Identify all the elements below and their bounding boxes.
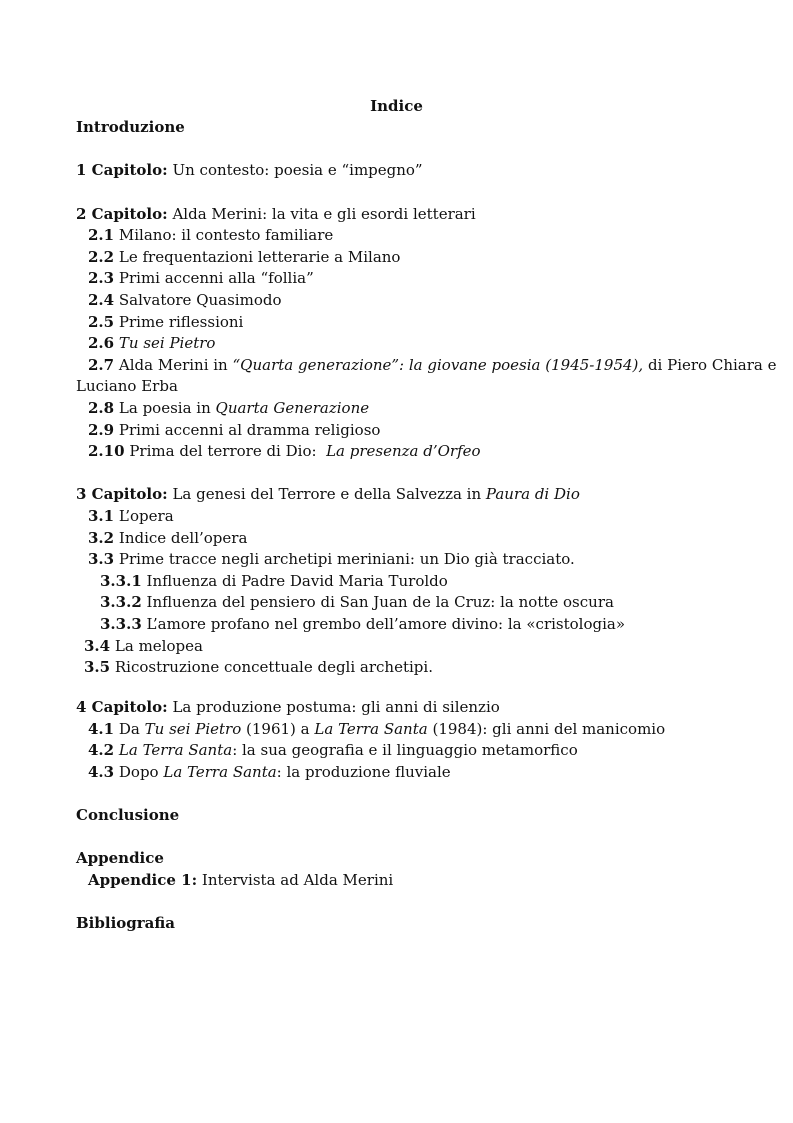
section-title-italic: Quarta Generazione (215, 399, 370, 417)
section-number: 2.10 (88, 442, 125, 460)
chapter-2 (76, 204, 716, 226)
section-title-mid: (1961) a (246, 720, 310, 738)
chapter-number: 4 Capitolo: (76, 698, 168, 716)
section-4-3 (88, 762, 728, 784)
section-title-end: di Piero Chiara e (647, 356, 777, 374)
section-title: Prima del terrore di Dio: (129, 442, 317, 460)
section-title: Alda Merini in (118, 356, 228, 374)
section-title-continued: Luciano Erba (76, 377, 178, 395)
section-title: Le frequentazioni letterarie a Milano (118, 248, 401, 266)
section-number: 3.5 (84, 658, 111, 676)
chapter-number: 3 Capitolo: (76, 485, 168, 503)
section-number: 3.3 (88, 550, 115, 568)
chapter-title: La produzione postuma: gli anni di silenzio (172, 698, 500, 716)
section-title-italic: La presenza d’Orfeo (326, 442, 481, 460)
section-2-1 (88, 225, 728, 247)
section-title-italic-2: La Terra Santa (314, 720, 428, 738)
section-3-5 (84, 657, 724, 679)
section-title: L’amore profano nel grembo dell’amore divino: la «cristologia» (146, 615, 626, 633)
section-title-italic: “Quarta generazione”: la giovane poesia (1945-1954), (232, 356, 644, 374)
section-number: 3.3.3 (100, 615, 142, 633)
section-number: 2.9 (88, 421, 115, 439)
section-title: Milano: il contesto familiare (118, 226, 334, 244)
section-2-3 (88, 268, 728, 290)
section-title: L’opera (118, 507, 174, 525)
section-title: Ricostruzione concettuale degli archetipi. (114, 658, 433, 676)
section-3-4 (84, 636, 724, 658)
appendice-number: Appendice 1: (88, 871, 198, 889)
section-number: 3.4 (84, 637, 111, 655)
section-title-italic: La Terra Santa (163, 763, 277, 781)
section-3-3 (88, 549, 728, 571)
section-number: 4.1 (88, 720, 115, 738)
section-2-2 (88, 247, 728, 269)
section-3-3-2 (100, 592, 740, 614)
section-number: 2.2 (88, 248, 115, 266)
section-3-3-1 (100, 571, 740, 593)
bibliografia-label: Bibliografia (76, 914, 176, 932)
section-title: La melopea (114, 637, 203, 655)
section-number: 2.4 (88, 291, 115, 309)
section-title-italic: La Terra Santa (118, 741, 233, 759)
section-2-9 (88, 420, 728, 442)
section-number: 3.2 (88, 529, 115, 547)
conclusione-label: Conclusione (76, 806, 180, 824)
section-2-7-continued (76, 376, 716, 398)
heading-conclusione (76, 805, 716, 827)
section-title: Influenza del pensiero di San Juan de la Cruz: la notte oscura (146, 593, 614, 611)
section-2-10 (88, 441, 728, 463)
section-title-end: (1984): gli anni del manicomio (432, 720, 666, 738)
section-title: Prime tracce negli archetipi meriniani: un Dio già tracciato. (118, 550, 575, 568)
chapter-title: Alda Merini: la vita e gli esordi letterari (172, 205, 476, 223)
section-number: 4.2 (88, 741, 115, 759)
section-title: La poesia in (118, 399, 211, 417)
chapter-3 (76, 484, 716, 506)
chapter-4 (76, 697, 716, 719)
section-number: 2.3 (88, 269, 115, 287)
section-2-5 (88, 312, 728, 334)
heading-bibliografia (76, 913, 716, 935)
section-number: 4.3 (88, 763, 115, 781)
section-title: Primi accenni alla “follia” (118, 269, 314, 287)
chapter-number: 1 Capitolo: (76, 161, 168, 179)
section-number: 2.5 (88, 313, 115, 331)
chapter-title-italic: Paura di Dio (485, 485, 580, 503)
section-title-end: : la produzione fluviale (276, 763, 451, 781)
section-2-8 (88, 398, 728, 420)
section-title: Influenza di Padre David Maria Turoldo (146, 572, 448, 590)
section-number: 2.6 (88, 334, 115, 352)
appendice-label: Appendice (76, 849, 164, 867)
section-number: 3.3.1 (100, 572, 142, 590)
section-title: Prime riflessioni (118, 313, 244, 331)
heading-appendice (76, 848, 716, 870)
chapter-1 (76, 160, 716, 182)
section-3-3-3 (100, 614, 740, 636)
section-title-end: : la sua geografia e il linguaggio metamorfico (232, 741, 578, 759)
heading-introduzione (76, 117, 716, 139)
section-4-1 (88, 719, 728, 741)
appendice-title: Intervista ad Alda Merini (201, 871, 394, 889)
section-number: 2.7 (88, 356, 115, 374)
section-title: Primi accenni al dramma religioso (118, 421, 381, 439)
chapter-title: Un contesto: poesia e “impegno” (172, 161, 423, 179)
section-3-2 (88, 528, 728, 550)
section-title: Da (118, 720, 140, 738)
section-3-1 (88, 506, 728, 528)
section-number: 3.1 (88, 507, 115, 525)
section-4-2 (88, 740, 728, 762)
appendice-1 (88, 870, 728, 892)
introduzione-label: Introduzione (76, 118, 185, 136)
section-title: Dopo (118, 763, 159, 781)
section-title: Tu sei Pietro (118, 334, 216, 352)
chapter-title: La genesi del Terrore e della Salvezza in (172, 485, 482, 503)
chapter-number: 2 Capitolo: (76, 205, 168, 223)
section-title: Salvatore Quasimodo (118, 291, 282, 309)
section-2-7 (88, 355, 777, 377)
section-number: 2.1 (88, 226, 115, 244)
section-2-4 (88, 290, 728, 312)
section-number: 2.8 (88, 399, 115, 417)
page-title: Indice (370, 97, 423, 115)
section-title-italic: Tu sei Pietro (144, 720, 242, 738)
section-title: Indice dell’opera (118, 529, 248, 547)
section-2-6 (88, 333, 728, 355)
section-number: 3.3.2 (100, 593, 142, 611)
